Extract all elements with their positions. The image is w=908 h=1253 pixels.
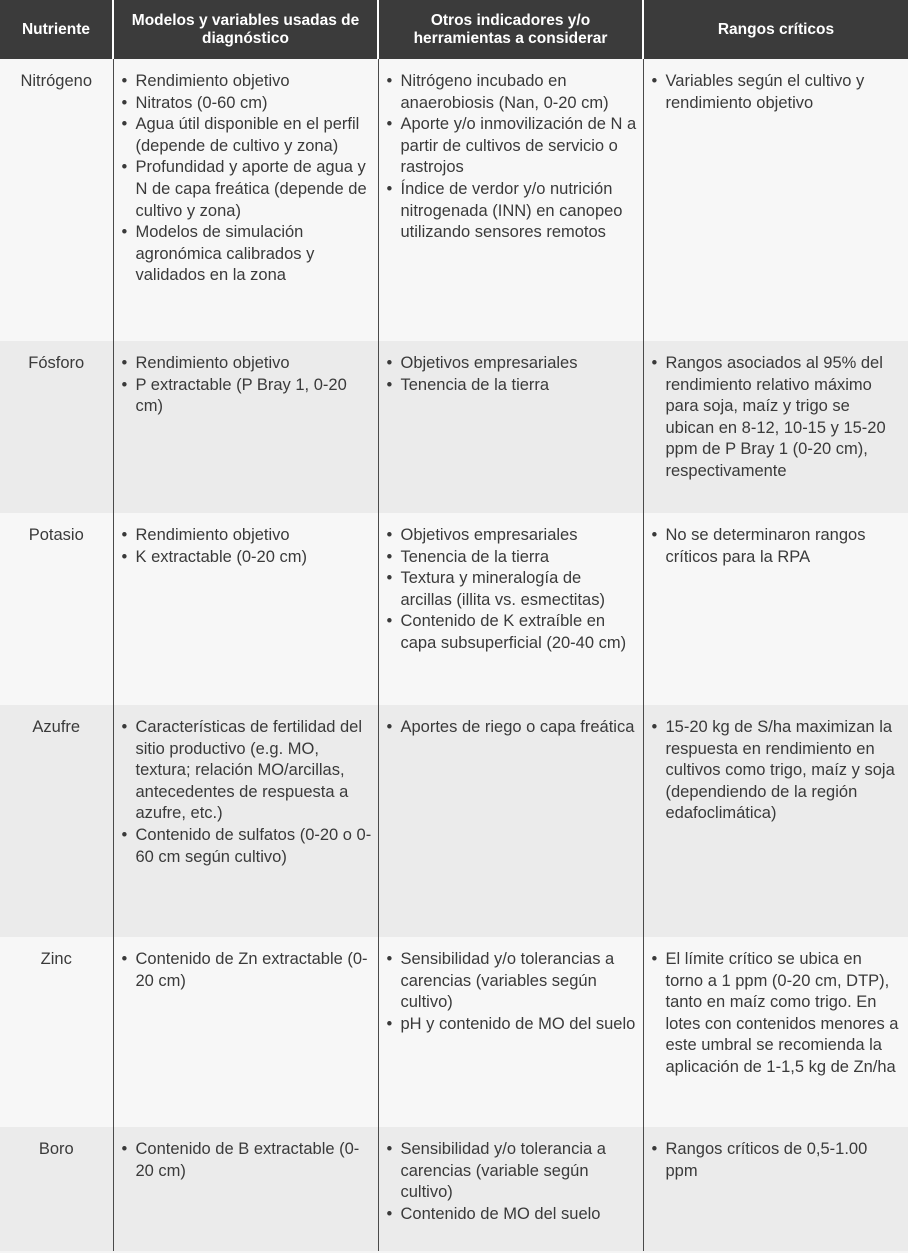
models-list — [120, 949, 372, 992]
list-item: • Modelos de simulación agronómica calibrados y validados en la zona — [136, 222, 372, 287]
header-indicadores: Otros indicadores y/o herramientas a considerar — [378, 0, 643, 59]
table-row — [0, 341, 908, 513]
models-list — [120, 525, 372, 568]
header-row — [0, 0, 908, 59]
ranges-list — [650, 525, 903, 568]
list-item: • Contenido de K extraíble en capa subsuperficial (20-40 cm) — [401, 611, 637, 654]
table-row — [0, 1127, 908, 1251]
list-item: • K extractable (0-20 cm) — [136, 547, 372, 569]
list-item: • Rendimiento objetivo — [136, 525, 372, 547]
table-body — [0, 59, 908, 1251]
models-cell — [113, 937, 378, 1127]
list-item: • Aportes de riego o capa freática — [401, 717, 637, 739]
models-cell — [113, 1127, 378, 1251]
list-item: • El límite crítico se ubica en torno a 1 ppm (0-20 cm, DTP), tanto en maíz como trigo. En lotes con contenidos menores a este umbral se recomienda la aplicación de 1-1,5 kg de Zn/ha — [666, 949, 903, 1079]
models-list — [120, 353, 372, 418]
ranges-list — [650, 717, 903, 825]
nutrient-cell: Potasio — [28, 526, 84, 544]
table-row — [0, 513, 908, 705]
list-item: • Contenido de B extractable (0-20 cm) — [136, 1139, 372, 1182]
ranges-list — [650, 71, 903, 114]
list-item: • 15-20 kg de S/ha maximizan la respuesta en rendimiento en cultivos como trigo, maíz y soja (dependiendo de la región edafoclimática) — [666, 717, 903, 825]
models-cell — [113, 513, 378, 705]
table-row — [0, 937, 908, 1127]
nutrient-cell: Nitrógeno — [20, 72, 93, 90]
list-item: • Rangos críticos de 0,5-1.00 ppm — [666, 1139, 903, 1182]
list-item: • pH y contenido de MO del suelo — [401, 1014, 637, 1036]
list-item: • Rendimiento objetivo — [136, 353, 372, 375]
models-cell — [113, 341, 378, 513]
list-item: • Objetivos empresariales — [401, 353, 637, 375]
list-item: • Rangos asociados al 95% del rendimiento relativo máximo para soja, maíz y trigo se ubican en 8-12, 10-15 y 15-20 ppm de P Bray 1 (0-20 cm), respectivamente — [666, 353, 903, 483]
ranges-list — [650, 1139, 903, 1182]
indicators-cell — [378, 341, 643, 513]
indicators-cell — [378, 1127, 643, 1251]
list-item: • Contenido de Zn extractable (0-20 cm) — [136, 949, 372, 992]
list-item: • Tenencia de la tierra — [401, 547, 637, 569]
nutrient-cell: Azufre — [32, 718, 81, 736]
nutrient-cell: Zinc — [40, 950, 72, 968]
nutrient-cell: Boro — [38, 1140, 74, 1158]
indicators-cell — [378, 513, 643, 705]
list-item: • No se determinaron rangos críticos para la RPA — [666, 525, 903, 568]
nutrient-cell: Fósforo — [28, 354, 85, 372]
indicators-list — [385, 949, 637, 1035]
list-item: • Rendimiento objetivo — [136, 71, 372, 93]
indicators-list — [385, 353, 637, 396]
list-item: • P extractable (P Bray 1, 0-20 cm) — [136, 375, 372, 418]
ranges-cell — [643, 59, 908, 341]
list-item: • Objetivos empresariales — [401, 525, 637, 547]
list-item: • Aporte y/o inmovilización de N a partir de cultivos de servicio o rastrojos — [401, 114, 637, 179]
ranges-list — [650, 949, 903, 1079]
list-item: • Contenido de MO del suelo — [401, 1204, 637, 1226]
ranges-cell — [643, 341, 908, 513]
indicators-cell — [378, 937, 643, 1127]
list-item: • Tenencia de la tierra — [401, 375, 637, 397]
models-cell — [113, 59, 378, 341]
models-list — [120, 717, 372, 868]
list-item: • Sensibilidad y/o tolerancias a carencias (variables según cultivo) — [401, 949, 637, 1014]
table-row — [0, 705, 908, 937]
list-item: • Agua útil disponible en el perfil (depende de cultivo y zona) — [136, 114, 372, 157]
ranges-cell — [643, 705, 908, 937]
table-row — [0, 59, 908, 341]
ranges-cell — [643, 513, 908, 705]
header-rangos: Rangos críticos — [643, 0, 908, 59]
list-item: • Sensibilidad y/o tolerancia a carencias (variable según cultivo) — [401, 1139, 637, 1204]
indicators-list — [385, 717, 637, 739]
ranges-list — [650, 353, 903, 483]
models-list — [120, 71, 372, 287]
list-item: • Nitratos (0-60 cm) — [136, 93, 372, 115]
list-item: • Profundidad y aporte de agua y N de capa freática (depende de cultivo y zona) — [136, 157, 372, 222]
list-item: • Textura y mineralogía de arcillas (illita vs. esmectitas) — [401, 568, 637, 611]
list-item: • Variables según el cultivo y rendimiento objetivo — [666, 71, 903, 114]
indicators-list — [385, 71, 637, 244]
indicators-list — [385, 525, 637, 655]
list-item: • Contenido de sulfatos (0-20 o 0-60 cm según cultivo) — [136, 825, 372, 868]
ranges-cell — [643, 1127, 908, 1251]
ranges-cell — [643, 937, 908, 1127]
header-modelos: Modelos y variables usadas de diagnóstico — [113, 0, 378, 59]
indicators-list — [385, 1139, 637, 1225]
table-header — [0, 0, 908, 59]
models-cell — [113, 705, 378, 937]
header-nutriente: Nutriente — [0, 0, 113, 59]
list-item: • Características de fertilidad del sitio productivo (e.g. MO, textura; relación MO/arcillas, antecedentes de respuesta a azufre, etc.) — [136, 717, 372, 825]
list-item: • Nitrógeno incubado en anaerobiosis (Nan, 0-20 cm) — [401, 71, 637, 114]
list-item: • Índice de verdor y/o nutrición nitrogenada (INN) en canopeo utilizando sensores remotos — [401, 179, 637, 244]
indicators-cell — [378, 705, 643, 937]
models-list — [120, 1139, 372, 1182]
indicators-cell — [378, 59, 643, 341]
